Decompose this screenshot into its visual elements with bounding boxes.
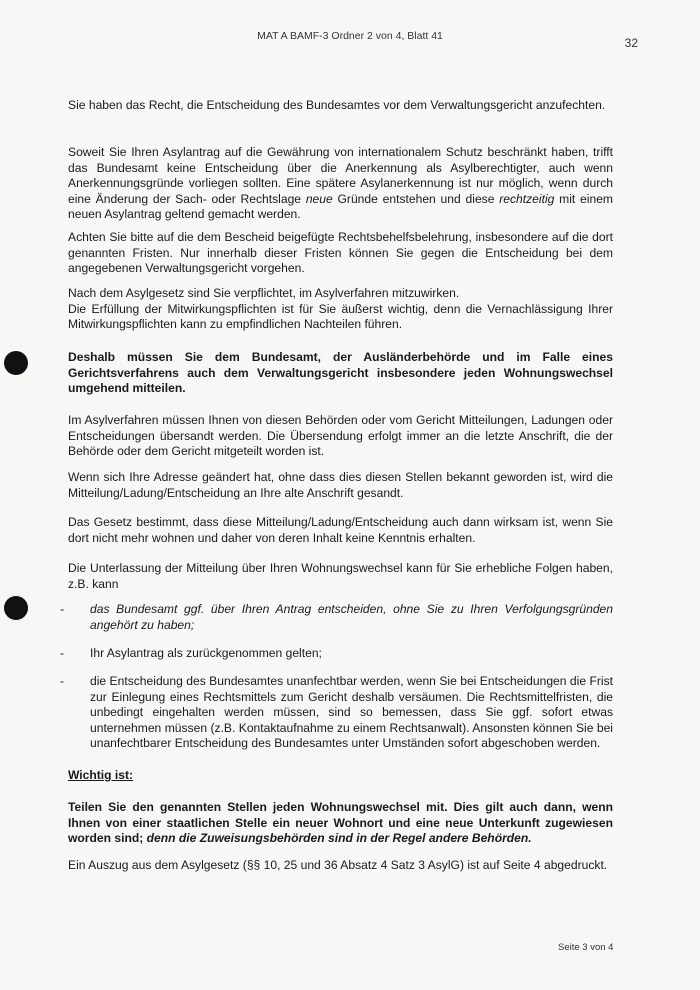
paragraph-law-excerpt: Ein Auszug aus dem Asylgesetz (§§ 10, 25 und 36 Absatz 4 Satz 3 AsylG) ist auf Seite 4 abgedruckt. — [68, 858, 608, 872]
punch-hole — [4, 351, 28, 375]
list-item: - das Bundesamt ggf. über Ihren Antrag entscheiden, ohne Sie zu Ihren Verfolgungsgründen angehört zu haben; — [60, 602, 613, 632]
paragraph-right-to-appeal: Sie haben das Recht, die Entscheidung des Bundesamtes vor dem Verwaltungsgericht anzufechten. — [68, 98, 606, 112]
paragraph-consequences: Die Unterlassung der Mitteilung über Ihren Wohnungswechsel kann für Sie erhebliche Folgen haben, z.B. kann — [68, 561, 613, 591]
paragraph-obligations: Nach dem Asylgesetz sind Sie verpflichtet, im Asylverfahren mitzuwirken. Die Erfüllung der Mitwirkungspflichten ist für Sie äußerst wichtig, denn die Vernachlässigung Ihrer Mitwirkungspflichten kann zu empfindlichen Nachteilen führen. — [68, 286, 613, 332]
paragraph-international-protection: Soweit Sie Ihren Asylantrag auf die Gewährung von internationalem Schutz beschränkt haben, trifft das Bundesamt keine Entscheidung über die Anerkennung als Asylberechtigter, auch wenn Anerkennungsgründe vorliegen sollten. Eine spätere Asylanerkennung ist nur möglich, wenn durch eine Änderung der Sach- oder Rechtslage neue Gründe entstehen und diese rechtzeitig mit einem neuen Asylantrag geltend gemacht werden. — [68, 145, 613, 222]
document-reference: MAT A BAMF-3 Ordner 2 von 4, Blatt 41 — [257, 30, 443, 42]
paragraph-legal-remedy: Achten Sie bitte auf die dem Bescheid beigefügte Rechtsbehelfsbelehrung, insbesondere auf die dort genannten Fristen. Nur innerhalb dieser Fristen können Sie gegen die Entscheidung bei dem angegebenen Verwaltungsgericht vorgehen. — [68, 230, 613, 276]
page-number: 32 — [624, 36, 638, 50]
paragraph-old-address: Wenn sich Ihre Adresse geändert hat, ohne dass dies diesen Stellen bekannt geworden ist, wird die Mitteilung/Ladung/Entscheidung an Ihre alte Anschrift gesandt. — [68, 470, 613, 500]
list-item: - Ihr Asylantrag als zurückgenommen gelten; — [60, 646, 322, 660]
punch-hole — [4, 596, 28, 620]
paragraph-important-notice: Teilen Sie den genannten Stellen jeden Wohnungswechsel mit. Dies gilt auch dann, wenn Ihnen von einer staatlichen Stelle ein neuer Wohnort und eine neue Unterkunft zugewiesen worden sind; denn die Zuweisungsbehörden sind in der Regel andere Behörden. — [68, 800, 613, 846]
paragraph-law-effective: Das Gesetz bestimmt, dass diese Mitteilung/Ladung/Entscheidung auch dann wirksam ist, wenn Sie dort nicht mehr wohnen und daher von deren Inhalt keine Kenntnis erhalten. — [68, 515, 613, 545]
page-footer: Seite 3 von 4 — [558, 942, 614, 953]
paragraph-correspondence: Im Asylverfahren müssen Ihnen von diesen Behörden oder vom Gericht Mitteilungen, Ladungen oder Entscheidungen übersandt werden. Die Übersendung erfolgt immer an die letzte Anschrift, die der Behörde oder dem Gericht mitgeteilt worden ist. — [68, 413, 613, 459]
paragraph-notify-address-change: Deshalb müssen Sie dem Bundesamt, der Ausländerbehörde und im Falle eines Gerichtsverfahrens auch dem Verwaltungsgericht insbesondere jeden Wohnungswechsel umgehend mitteilen. — [68, 350, 613, 396]
section-heading-important: Wichtig ist: — [68, 768, 134, 782]
list-item: - die Entscheidung des Bundesamtes unanfechtbar werden, wenn Sie bei Entscheidungen die Frist zur Einlegung eines Rechtsmittels zum Gericht deshalb versäumen. Die Rechtsmittelfristen, die unbedingt eingehalten werden müssen, sind so bemessen, dass Sie ggf. sofort etwas unternehmen müssen (z.B. Kontaktaufnahme zu einem Rechtsanwalt). Ansonsten können Sie bei unanfechtbarer Entscheidung des Bundesamtes unter Umständen sofort abgeschoben werden. — [60, 674, 613, 751]
